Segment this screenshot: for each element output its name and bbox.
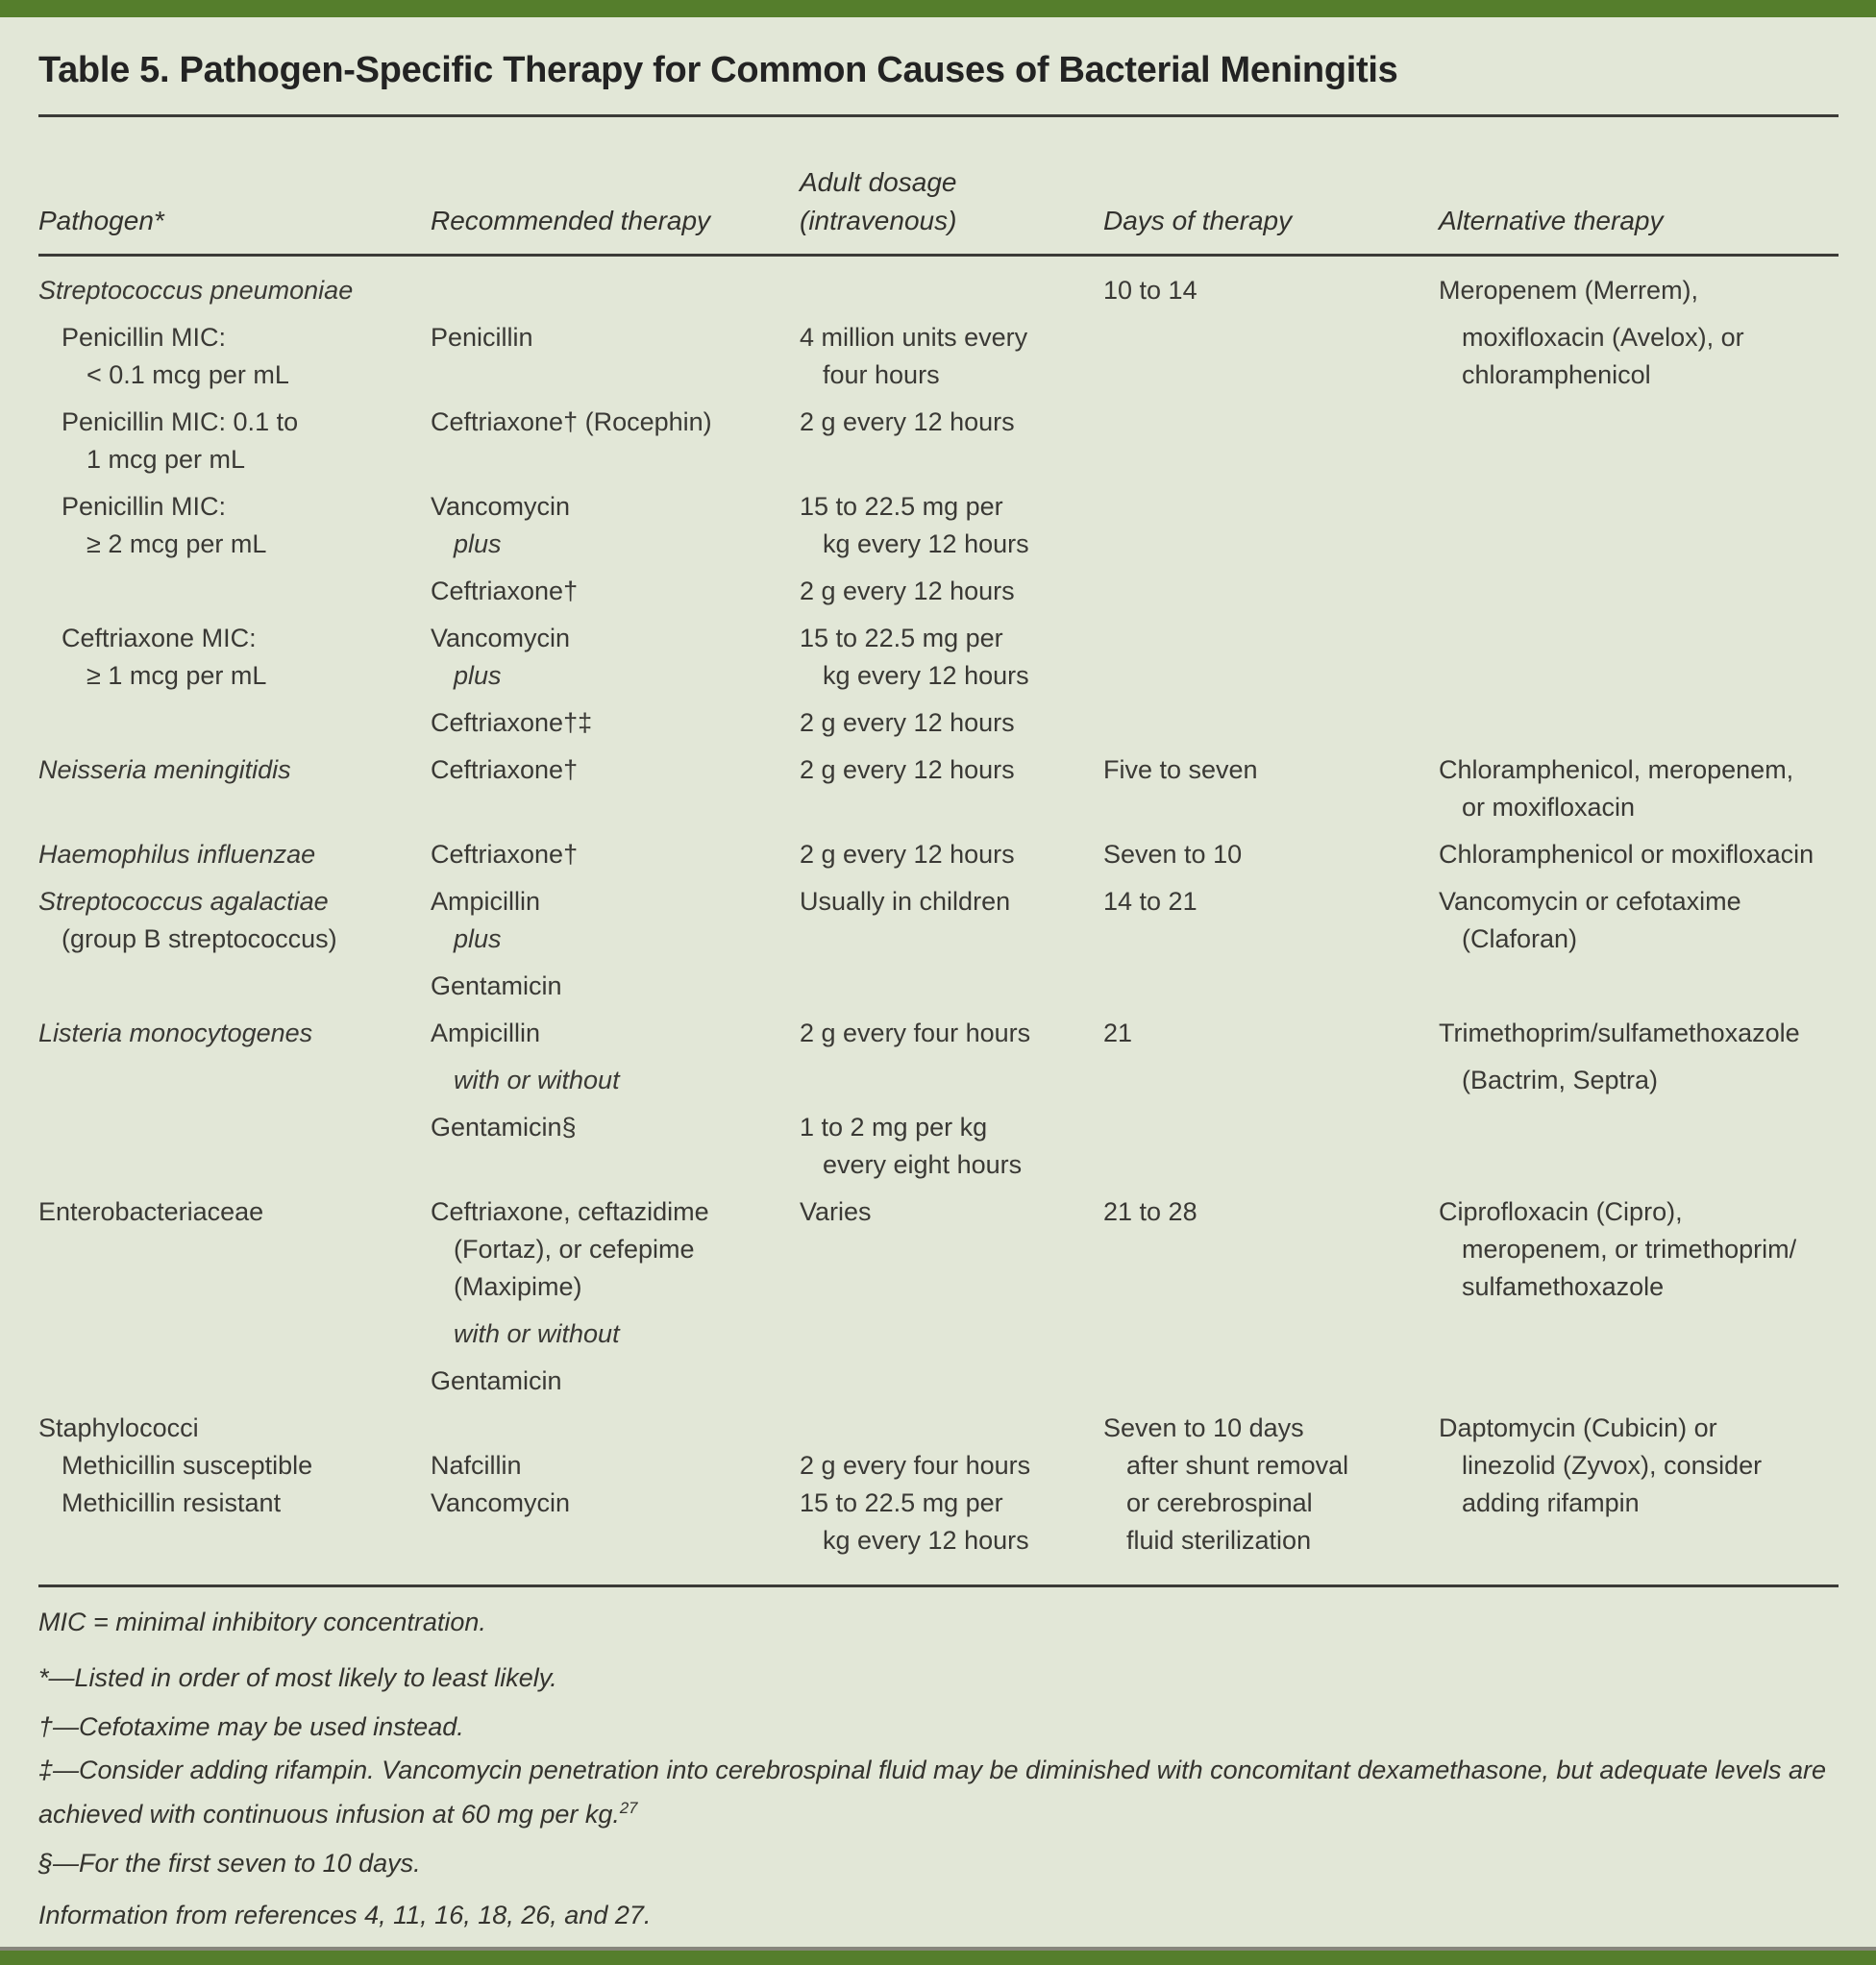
table-row <box>38 573 1839 610</box>
recommended-therapy-cell: Gentamicin <box>431 1366 562 1395</box>
recommended-therapy-cell: Gentamicin <box>431 971 562 1000</box>
pathogen-cell: Staphylococci <box>38 1413 199 1442</box>
pathogen-cell <box>38 573 431 610</box>
pathogen-cell: Enterobacteriaceae <box>38 1197 264 1226</box>
recommended-therapy-cell: Penicillin <box>431 323 533 352</box>
adult-dosage-cell <box>800 1231 1103 1268</box>
pathogen-cell <box>38 1109 431 1146</box>
days-of-therapy-cell <box>1103 620 1439 657</box>
recommended-therapy-cell: (Fortaz), or cefepime <box>454 1235 695 1264</box>
adult-dosage-cell: 15 to 22.5 mg per <box>800 624 1003 652</box>
table-row <box>38 751 1839 789</box>
pathogen-cell <box>38 1146 431 1184</box>
adult-dosage-cell: four hours <box>823 360 940 389</box>
days-of-therapy-cell <box>1103 704 1439 742</box>
adult-dosage-cell: 1 to 2 mg per kg <box>800 1113 988 1142</box>
days-of-therapy-cell: Five to seven <box>1103 755 1258 784</box>
pathogen-cell: Methicillin resistant <box>62 1488 282 1517</box>
table-row <box>38 704 1839 742</box>
recommended-therapy-cell: Vancomycin <box>431 1488 571 1517</box>
alternative-therapy-cell: Trimethoprim/sulfamethoxazole <box>1439 1019 1800 1047</box>
adult-dosage-cell: Usually in children <box>800 887 1011 916</box>
recommended-therapy-cell: Ceftriaxone†‡ <box>431 708 593 737</box>
adult-dosage-cell <box>800 1410 1103 1447</box>
alternative-therapy-cell <box>1439 404 1839 441</box>
alternative-therapy-cell <box>1439 526 1839 563</box>
footnote-section: §—For the first seven to 10 days. <box>38 1849 421 1878</box>
adult-dosage-cell <box>800 1315 1103 1353</box>
table-row <box>38 1447 1839 1485</box>
alternative-therapy-cell <box>1439 657 1839 695</box>
adult-dosage-cell: 2 g every 12 hours <box>800 755 1015 784</box>
days-of-therapy-cell <box>1103 526 1439 563</box>
recommended-therapy-cell: Ceftriaxone† (Rocephin) <box>431 407 712 436</box>
alternative-therapy-cell: Ciprofloxacin (Cipro), <box>1439 1197 1683 1226</box>
adult-dosage-cell: 2 g every four hours <box>800 1019 1031 1047</box>
table-row <box>38 526 1839 563</box>
days-of-therapy-cell <box>1103 1363 1439 1400</box>
days-of-therapy-cell <box>1103 441 1439 479</box>
table-row <box>38 1410 1839 1447</box>
table-row <box>38 921 1839 958</box>
pathogen-cell <box>38 1062 431 1099</box>
alternative-therapy-cell: Chloramphenicol, meropenem, <box>1439 755 1794 784</box>
table-row <box>38 1315 1839 1353</box>
adult-dosage-cell: every eight hours <box>823 1150 1023 1179</box>
table-row <box>38 1522 1839 1560</box>
pathogen-cell <box>38 1522 431 1560</box>
recommended-therapy-cell <box>431 1146 800 1184</box>
adult-dosage-cell <box>800 789 1103 826</box>
days-of-therapy-cell: fluid sterilization <box>1126 1526 1312 1555</box>
days-of-therapy-cell <box>1103 1268 1439 1306</box>
recommended-therapy-cell <box>431 356 800 394</box>
pathogen-cell: Penicillin MIC: 0.1 to <box>62 407 299 436</box>
alternative-therapy-cell <box>1439 620 1839 657</box>
alternative-therapy-cell: sulfamethoxazole <box>1462 1272 1665 1301</box>
pathogen-cell <box>38 1231 431 1268</box>
table-row <box>38 356 1839 394</box>
table-title: Table 5. Pathogen-Specific Therapy for Common Causes of Bacterial Meningitis <box>38 50 1398 90</box>
alternative-therapy-cell: adding rifampin <box>1462 1488 1640 1517</box>
adult-dosage-cell <box>800 1363 1103 1400</box>
pathogen-cell: Streptococcus agalactiae <box>38 887 329 916</box>
adult-dosage-cell: 15 to 22.5 mg per <box>800 492 1003 521</box>
adult-dosage-cell: 4 million units every <box>800 323 1028 352</box>
pathogen-cell <box>38 1363 431 1400</box>
alternative-therapy-cell: Daptomycin (Cubicin) or <box>1439 1413 1717 1442</box>
bottom-green-strip <box>0 1951 1876 1965</box>
adult-dosage-cell: kg every 12 hours <box>823 661 1029 690</box>
table-row <box>38 789 1839 826</box>
pathogen-cell: < 0.1 mcg per mL <box>86 360 289 389</box>
column-header-pathogen: Pathogen* <box>38 206 164 235</box>
alternative-therapy-cell: meropenem, or trimethoprim/ <box>1462 1235 1797 1264</box>
pathogen-cell: (group B streptococcus) <box>62 924 337 953</box>
recommended-therapy-cell: Nafcillin <box>431 1451 522 1480</box>
pathogen-cell: Methicillin susceptible <box>62 1451 313 1480</box>
table-row <box>38 968 1839 1005</box>
adult-dosage-cell <box>800 1268 1103 1306</box>
adult-dosage-cell <box>800 921 1103 958</box>
days-of-therapy-cell <box>1103 657 1439 695</box>
recommended-therapy-cell <box>431 789 800 826</box>
days-of-therapy-cell <box>1103 789 1439 826</box>
pathogen-cell: ≥ 1 mcg per mL <box>86 661 267 690</box>
recommended-therapy-cell: plus <box>454 529 502 558</box>
alternative-therapy-cell <box>1439 1522 1839 1560</box>
days-of-therapy-cell: 21 to 28 <box>1103 1197 1197 1226</box>
pathogen-cell <box>38 1268 431 1306</box>
alternative-therapy-cell <box>1439 441 1839 479</box>
alternative-therapy-cell: Vancomycin or cefotaxime <box>1439 887 1741 916</box>
adult-dosage-cell <box>800 1062 1103 1099</box>
recommended-therapy-cell <box>431 272 800 309</box>
recommended-therapy-cell: Ceftriaxone, ceftazidime <box>431 1197 709 1226</box>
recommended-therapy-cell: Ceftriaxone† <box>431 577 579 605</box>
table-content <box>38 17 1839 1934</box>
days-of-therapy-cell: Seven to 10 <box>1103 840 1243 869</box>
recommended-therapy-cell: Ceftriaxone† <box>431 755 579 784</box>
days-of-therapy-cell <box>1103 968 1439 1005</box>
table-row <box>38 1485 1839 1522</box>
days-of-therapy-cell: 14 to 21 <box>1103 887 1197 916</box>
days-of-therapy-cell <box>1103 1062 1439 1099</box>
days-of-therapy-cell <box>1103 573 1439 610</box>
days-of-therapy-cell <box>1103 404 1439 441</box>
column-header-adult-dosage: Adult dosage (intravenous) <box>800 167 957 235</box>
pathogen-cell: 1 mcg per mL <box>86 445 246 474</box>
days-of-therapy-cell <box>1103 1109 1439 1146</box>
alternative-therapy-cell <box>1439 704 1839 742</box>
days-of-therapy-cell <box>1103 356 1439 394</box>
table-body <box>38 257 1839 1584</box>
pathogen-cell: Streptococcus pneumoniae <box>38 276 354 305</box>
table-row <box>38 1193 1839 1231</box>
alternative-therapy-cell: Chloramphenicol or moxifloxacin <box>1439 840 1814 869</box>
adult-dosage-cell: 2 g every 12 hours <box>800 708 1015 737</box>
adult-dosage-cell: 15 to 22.5 mg per <box>800 1488 1003 1517</box>
days-of-therapy-cell <box>1103 1231 1439 1268</box>
recommended-therapy-cell <box>431 1522 800 1560</box>
adult-dosage-cell <box>800 968 1103 1005</box>
table-row <box>38 1146 1839 1184</box>
table-row <box>38 272 1839 309</box>
alternative-therapy-cell: chloramphenicol <box>1462 360 1651 389</box>
recommended-therapy-cell: with or without <box>454 1066 620 1094</box>
adult-dosage-cell: 2 g every 12 hours <box>800 840 1015 869</box>
recommended-therapy-cell: Ampicillin <box>431 887 541 916</box>
days-of-therapy-cell: 10 to 14 <box>1103 276 1197 305</box>
table-row <box>38 1231 1839 1268</box>
alternative-therapy-cell: linezolid (Zyvox), consider <box>1462 1451 1763 1480</box>
footnotes <box>38 1587 1839 1934</box>
footnote-dagger: †—Cefotaxime may be used instead. <box>38 1712 464 1741</box>
adult-dosage-cell: 2 g every 12 hours <box>800 407 1015 436</box>
alternative-therapy-cell <box>1439 968 1839 1005</box>
recommended-therapy-cell <box>431 1410 800 1447</box>
adult-dosage-cell: kg every 12 hours <box>823 529 1029 558</box>
recommended-therapy-cell: Vancomycin <box>431 492 571 521</box>
table-row <box>38 404 1839 441</box>
pathogen-cell: Penicillin MIC: <box>62 323 227 352</box>
alternative-therapy-cell: or moxifloxacin <box>1462 793 1636 822</box>
pathogen-cell <box>38 1315 431 1353</box>
pathogen-cell <box>38 704 431 742</box>
table-row <box>38 441 1839 479</box>
adult-dosage-cell <box>800 441 1103 479</box>
recommended-therapy-cell: with or without <box>454 1319 620 1348</box>
table-row <box>38 836 1839 873</box>
footnote-asterisk: *—Listed in order of most likely to least likely. <box>38 1663 557 1692</box>
pathogen-cell: Ceftriaxone MIC: <box>62 624 257 652</box>
days-of-therapy-cell <box>1103 921 1439 958</box>
alternative-therapy-cell: (Claforan) <box>1462 924 1578 953</box>
alternative-therapy-cell <box>1439 1363 1839 1400</box>
days-of-therapy-cell <box>1103 319 1439 356</box>
pathogen-cell <box>38 968 431 1005</box>
mic-definition: MIC = minimal inhibitory concentration. <box>38 1608 486 1636</box>
days-of-therapy-cell: Seven to 10 days <box>1103 1413 1304 1442</box>
table-row <box>38 883 1839 921</box>
footnote-double-dagger: ‡—Consider adding rifampin. Vancomycin penetration into cerebrospinal fluid may be diminished with concomitant dexamethasone, but adequate levels are achieved with continuous infusion at 60 mg per kg.$^{27}$ <box>38 1756 1827 1829</box>
table-row <box>38 1268 1839 1306</box>
alternative-therapy-cell <box>1439 488 1839 526</box>
recommended-therapy-cell: plus <box>454 661 502 690</box>
adult-dosage-cell: kg every 12 hours <box>823 1526 1029 1555</box>
recommended-therapy-cell: Ampicillin <box>431 1019 541 1047</box>
table-row <box>38 1363 1839 1400</box>
days-of-therapy-cell <box>1103 488 1439 526</box>
source-attribution: Information from references 4, 11, 16, 18, 26, and 27. <box>38 1901 652 1929</box>
days-of-therapy-cell: or cerebrospinal <box>1126 1488 1313 1517</box>
table-row <box>38 488 1839 526</box>
adult-dosage-cell: 2 g every 12 hours <box>800 577 1015 605</box>
alternative-therapy-cell <box>1439 1315 1839 1353</box>
recommended-therapy-cell: (Maxipime) <box>454 1272 582 1301</box>
table-row <box>38 1109 1839 1146</box>
alternative-therapy-cell: moxifloxacin (Avelox), or <box>1462 323 1744 352</box>
table-row <box>38 1062 1839 1099</box>
pathogen-cell: Neisseria meningitidis <box>38 755 291 784</box>
adult-dosage-cell: 2 g every four hours <box>800 1451 1031 1480</box>
recommended-therapy-cell <box>431 441 800 479</box>
pathogen-cell: Listeria monocytogenes <box>38 1019 313 1047</box>
adult-dosage-cell: Varies <box>800 1197 872 1226</box>
table-row <box>38 657 1839 695</box>
recommended-therapy-cell: plus <box>454 924 502 953</box>
top-accent-bar <box>0 0 1876 17</box>
table-row <box>38 620 1839 657</box>
days-of-therapy-cell <box>1103 1146 1439 1184</box>
alternative-therapy-cell: (Bactrim, Septra) <box>1462 1066 1659 1094</box>
table-row <box>38 1015 1839 1052</box>
recommended-therapy-cell: Vancomycin <box>431 624 571 652</box>
column-header-days-of-therapy: Days of therapy <box>1103 206 1293 235</box>
alternative-therapy-cell <box>1439 1146 1839 1184</box>
days-of-therapy-cell: after shunt removal <box>1126 1451 1349 1480</box>
pathogen-cell: ≥ 2 mcg per mL <box>86 529 267 558</box>
table-row <box>38 319 1839 356</box>
days-of-therapy-cell: 21 <box>1103 1019 1133 1047</box>
alternative-therapy-cell <box>1439 1109 1839 1146</box>
recommended-therapy-cell: Gentamicin§ <box>431 1113 577 1142</box>
column-header-recommended-therapy: Recommended therapy <box>431 206 711 235</box>
alternative-therapy-cell <box>1439 573 1839 610</box>
pathogen-cell <box>38 789 431 826</box>
pathogen-cell: Haemophilus influenzae <box>38 840 316 869</box>
bottom-accent-bar <box>0 1947 1876 1965</box>
alternative-therapy-cell: Meropenem (Merrem), <box>1439 276 1699 305</box>
recommended-therapy-cell: Ceftriaxone† <box>431 840 579 869</box>
table-header-row <box>38 117 1839 254</box>
adult-dosage-cell <box>800 272 1103 309</box>
days-of-therapy-cell <box>1103 1315 1439 1353</box>
column-header-alternative-therapy: Alternative therapy <box>1439 206 1664 235</box>
pathogen-cell: Penicillin MIC: <box>62 492 227 521</box>
